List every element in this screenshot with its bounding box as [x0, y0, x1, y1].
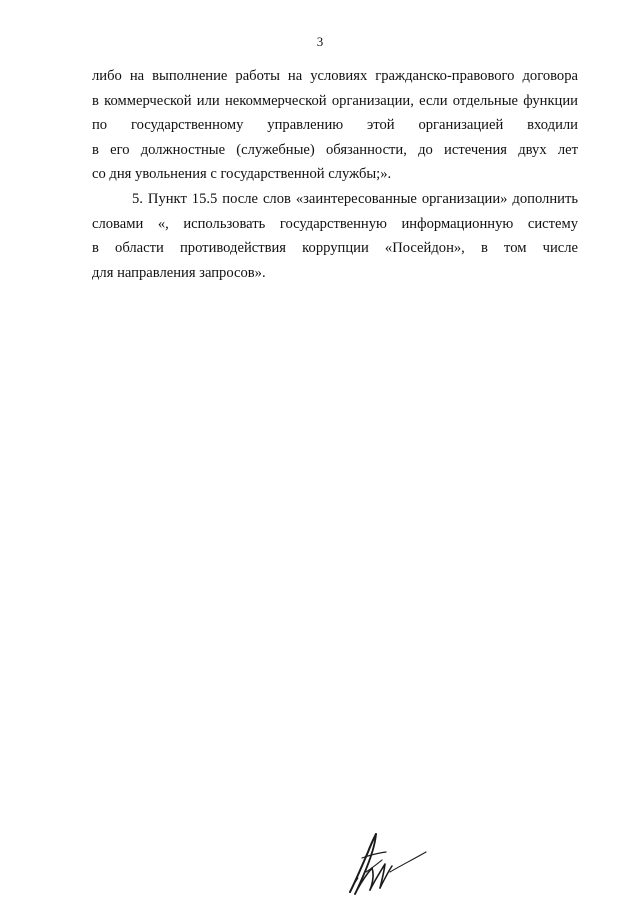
text-line: для направления запросов».: [92, 264, 266, 281]
text-line: в коммерческой или некоммерческой организации, если отдельные функции: [92, 92, 578, 109]
text-line: по государственному управлению этой организацией входили: [92, 117, 578, 134]
text-line: словами «, использовать государственную информационную систему: [92, 215, 578, 232]
paragraph-item-5: [92, 187, 578, 285]
text-line: в области противодействия коррупции «Посейдон», в том числе: [92, 240, 578, 257]
page-number: 3: [316, 34, 324, 49]
handwritten-signature: [340, 828, 430, 898]
paragraph-continuation: [92, 64, 578, 187]
text-line: в его должностные (служебные) обязанности, до истечения двух лет: [92, 141, 578, 158]
text-line: 5. Пункт 15.5 после слов «заинтересованные организации» дополнить: [132, 190, 578, 207]
document-body: [92, 64, 578, 285]
text-line: со дня увольнения с государственной службы;».: [92, 166, 392, 183]
text-line: либо на выполнение работы на условиях гражданско-правового договора: [92, 68, 578, 84]
